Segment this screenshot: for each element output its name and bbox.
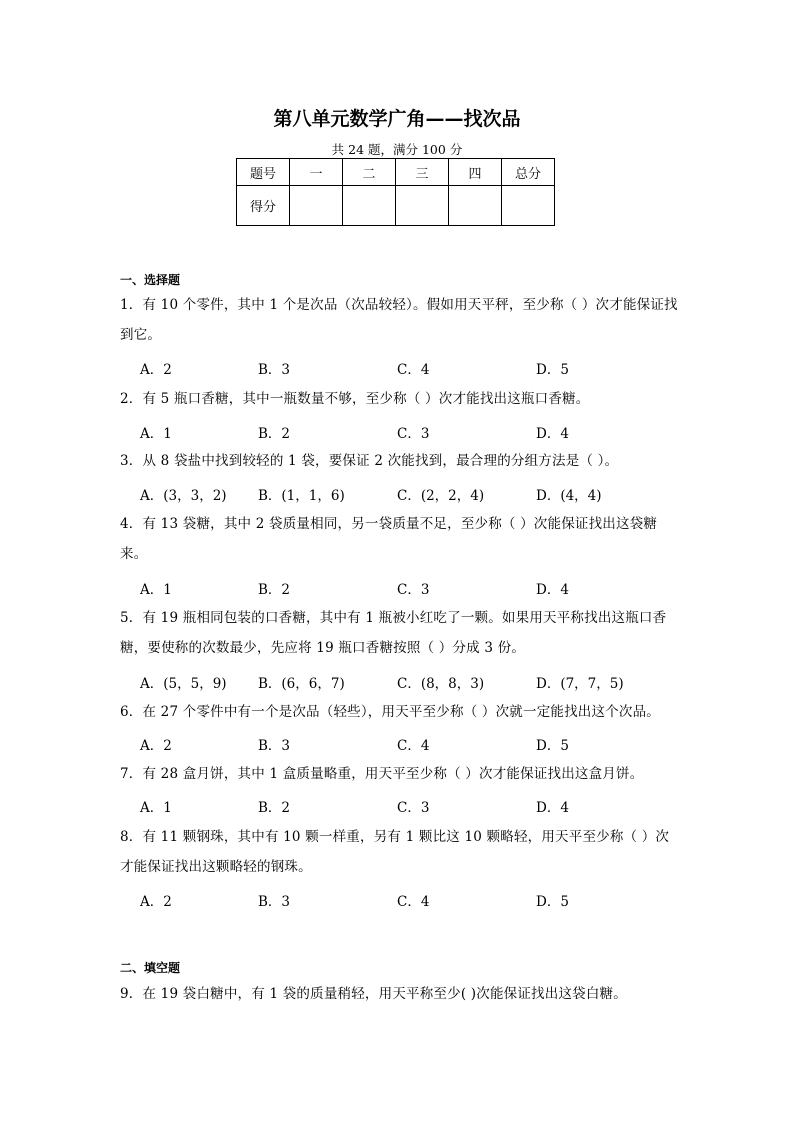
option-a: A．2 [140, 362, 172, 378]
option-b: B．3 [258, 738, 291, 754]
page-title: 第八单元数学广角——找次品 [273, 108, 521, 130]
score-header-cell: 题号 [237, 159, 290, 186]
option-b: B．3 [258, 362, 291, 378]
score-cell [290, 186, 343, 226]
question-4: 4．有 13 袋糖，其中 2 袋质量相同，另一袋质量不足，至少称（ ）次能保证找出这袋糖来。 [120, 516, 658, 562]
option-a: A．1 [140, 582, 172, 598]
option-c: C．4 [397, 894, 430, 910]
question-7: 7．有 28 盒月饼，其中 1 盒质量略重，用天平至少称（ ）次才能保证找出这盒月饼。 [120, 766, 644, 782]
option-b: B．3 [258, 894, 291, 910]
question-8: 8．有 11 颗钢珠，其中有 10 颗一样重，另有 1 颗比这 10 颗略轻，用天平至少称（ ）次才能保证找出这颗略轻的钢珠。 [120, 829, 670, 875]
score-header-cell: 四 [449, 159, 502, 186]
option-c: C．3 [397, 582, 430, 598]
question-4-options [140, 578, 660, 598]
option-b: B．2 [258, 800, 291, 816]
score-table-header-row [237, 159, 555, 186]
option-a: A．1 [140, 800, 172, 816]
question-1: 1．有 10 个零件，其中 1 个是次品（次品较轻）。假如用天平秤，至少称（ ）次才能保证找到它。 [120, 297, 678, 343]
question-1-options [140, 358, 660, 378]
section-heading-fill: 二、填空题 [120, 961, 181, 975]
option-a: A．2 [140, 738, 172, 754]
option-b: B．2 [258, 426, 291, 442]
score-header-cell: 一 [290, 159, 343, 186]
option-b: B．(1，1，6) [258, 488, 345, 504]
question-6: 6．在 27 个零件中有一个是次品（轻些），用天平至少称（ ）次就一定能找出这个次品。 [120, 704, 660, 720]
question-6-options [140, 734, 660, 754]
option-b: B．(6，6，7) [258, 676, 345, 692]
question-2: 2．有 5 瓶口香糖，其中一瓶数量不够，至少称（ ）次才能找出这瓶口香糖。 [120, 391, 590, 407]
question-2-options [140, 422, 660, 442]
option-d: D．5 [536, 738, 569, 754]
option-d: D．5 [536, 362, 569, 378]
score-table [236, 158, 555, 226]
score-cell [343, 186, 396, 226]
score-header-cell: 二 [343, 159, 396, 186]
score-header-cell: 总分 [502, 159, 555, 186]
question-3: 3．从 8 袋盐中找到较轻的 1 袋，要保证 2 次能找到，最合理的分组方法是（ ）。 [120, 453, 619, 469]
option-d: D．(4，4) [536, 488, 602, 504]
question-5-options [140, 672, 660, 692]
score-cell [449, 186, 502, 226]
question-9: 9．在 19 袋白糖中，有 1 袋的质量稍轻，用天平称至少( )次能保证找出这袋白糖。 [120, 986, 627, 1002]
option-c: C．4 [397, 738, 430, 754]
score-row-label: 得分 [237, 186, 290, 226]
question-3-options [140, 484, 660, 504]
question-5: 5．有 19 瓶相同包装的口香糖，其中有 1 瓶被小红吃了一颗。如果用天平称找出这瓶口香糖，要使称的次数最少，先应将 19 瓶口香糖按照（ ）分成 3 份。 [120, 610, 667, 656]
option-a: A．1 [140, 426, 172, 442]
score-cell [396, 186, 449, 226]
option-a: A．2 [140, 894, 172, 910]
section-heading-choice: 一、选择题 [120, 273, 181, 287]
option-c: C．3 [397, 426, 430, 442]
page-subtitle: 共 24 题，满分 100 分 [331, 142, 463, 157]
question-8-options [140, 890, 660, 910]
option-d: D．4 [536, 800, 569, 816]
option-c: C．4 [397, 362, 430, 378]
option-b: B．2 [258, 582, 291, 598]
option-a: A．(5，5，9) [140, 676, 227, 692]
option-d: D．(7，7，5) [536, 676, 624, 692]
option-d: D．4 [536, 426, 569, 442]
option-c: C．(2，2，4) [397, 488, 485, 504]
score-header-cell: 三 [396, 159, 449, 186]
score-table-score-row [237, 186, 555, 226]
option-c: C．(8，8，3) [397, 676, 485, 692]
score-cell [502, 186, 555, 226]
option-d: D．4 [536, 582, 569, 598]
option-c: C．3 [397, 800, 430, 816]
option-a: A．(3，3，2) [140, 488, 227, 504]
question-7-options [140, 796, 660, 816]
option-d: D．5 [536, 894, 569, 910]
